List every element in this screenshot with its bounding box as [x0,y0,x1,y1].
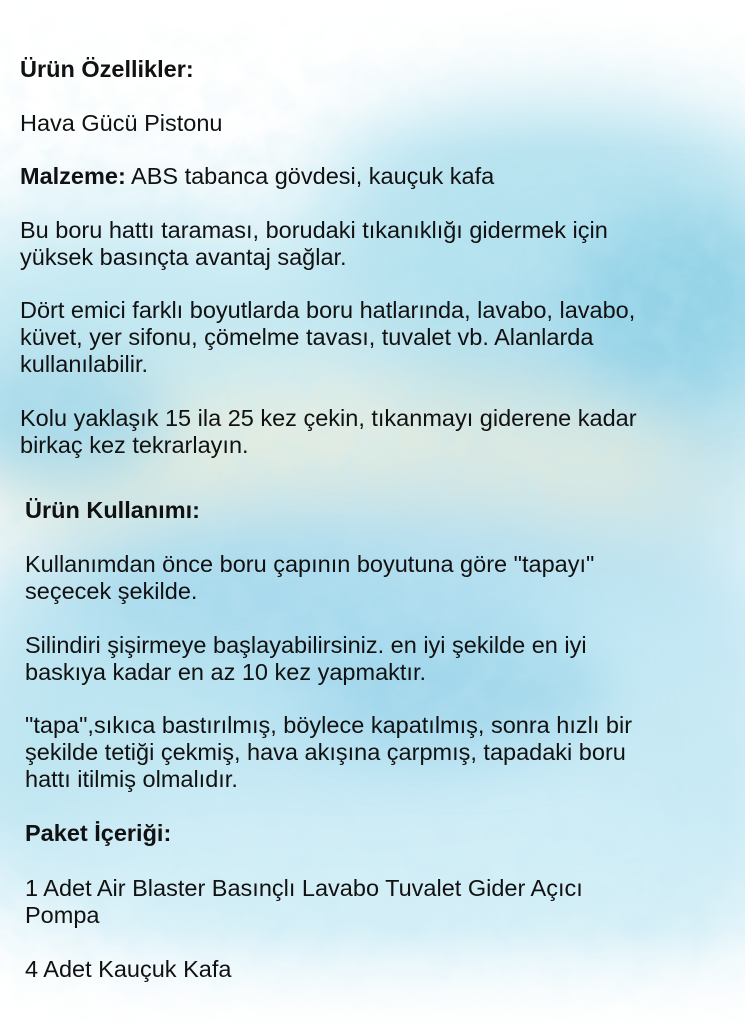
usage-paragraph-2: Silindiri şişirmeye başlayabilirsiniz. en iyi şekilde en iyi baskıya kadar en az 10 kez yapmaktır. [25,632,587,685]
features-paragraph-2: Dört emici farklı boyutlarda boru hatlarında, lavabo, lavabo, küvet, yer sifonu, çömelme tavası, tuvalet vb. Alanlarda kullanılabilir. [20,297,636,377]
package-item-1: 1 Adet Air Blaster Basınçlı Lavabo Tuvalet Gider Açıcı Pompa [25,875,583,928]
features-heading: Ürün Özellikler: [20,56,194,82]
product-name: Hava Gücü Pistonu [20,110,223,136]
usage-paragraph-3: "tapa",sıkıca bastırılmış, böylece kapatılmış, sonra hızlı bir şekilde tetiği çekmiş, hava akışına çarpmış, tapadaki boru hattı itilmiş olmalıdır. [25,712,633,792]
material-label: Malzeme: [20,163,126,189]
usage-paragraph-1: Kullanımdan önce boru çapının boyutuna göre "tapayı" seçecek şekilde. [25,551,595,604]
material-value: ABS tabanca gövdesi, kauçuk kafa [125,163,495,189]
material-line [20,163,735,190]
package-heading: Paket İçeriği: [25,820,172,846]
features-paragraph-3: Kolu yaklaşık 15 ila 25 kez çekin, tıkanmayı giderene kadar birkaç kez tekrarlayın. [20,405,637,458]
package-item-2: 4 Adet Kauçuk Kafa [25,956,232,982]
features-paragraph-1: Bu boru hattı taraması, borudaki tıkanıklığı gidermek için yüksek basınçta avantaj sağlar. [20,217,608,270]
usage-heading: Ürün Kullanımı: [25,497,200,523]
